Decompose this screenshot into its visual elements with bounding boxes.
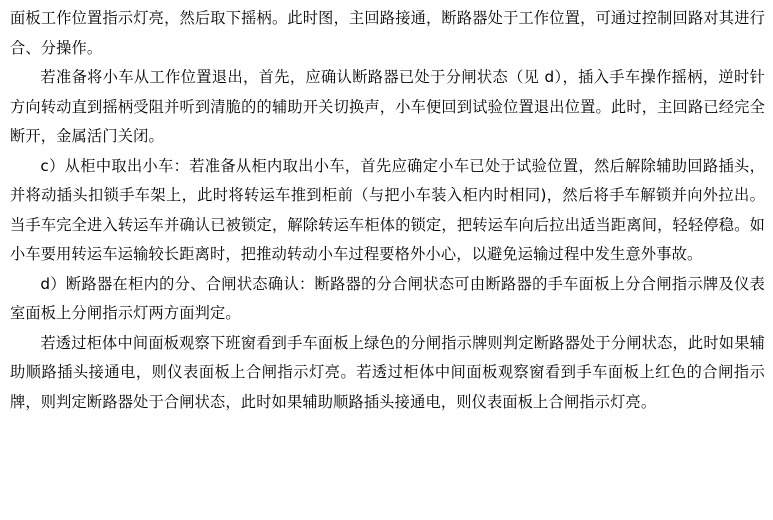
paragraph: c）从柜中取出小车：若准备从柜内取出小车，首先应确定小车已处于试验位置，然后解除辅助回路插头，并将动插头扣锁手车架上，此时将转运车推到柜前（与把小车装入柜内时相同)，然后将手车解锁并向外拉出。当手车完全进入转运车并确认已被锁定，解除转运车柜体的锁定，把转运车向后拉出适当距离间，轻轻停稳。如小车要用转运车运输较长距离时，把推动转动小车过程要格外小心，以避免运输过程中发生意外事故。 (10, 156, 765, 263)
paragraph: 面板工作位置指示灯亮，然后取下摇柄。此时图，主回路接通，断路器处于工作位置，可通过控制回路对其进行合、分操作。 (10, 9, 765, 57)
paragraph: 若准备将小车从工作位置退出，首先，应确认断路器已处于分闸状态（见 d），插入手车操作摇柄，逆时针方向转动直到摇柄受阻并听到清脆的的辅助开关切换声，小车便回到试验位置退出位置。此时，主回路已经完全断开，金属活门关闭。 (10, 68, 765, 145)
paragraph: 若透过柜体中间面板观察下班窗看到手车面板上绿色的分闸指示牌则判定断路器处于分闸状态，此时如果辅助顺路插头接通电，则仪表面板上合闸指示灯亮。若透过柜体中间面板观察窗看到手车面板上红色的合闸指示牌，则判定断路器处于合闸状态，此时如果辅助顺路插头接通电，则仪表面板上合闸指示灯亮。 (10, 333, 765, 411)
paragraph: d）断路器在柜内的分、合闸状态确认：断路器的分合闸状态可由断路器的手车面板上分合闸指示牌及仪表室面板上分闸指示灯两方面判定。 (10, 274, 765, 322)
